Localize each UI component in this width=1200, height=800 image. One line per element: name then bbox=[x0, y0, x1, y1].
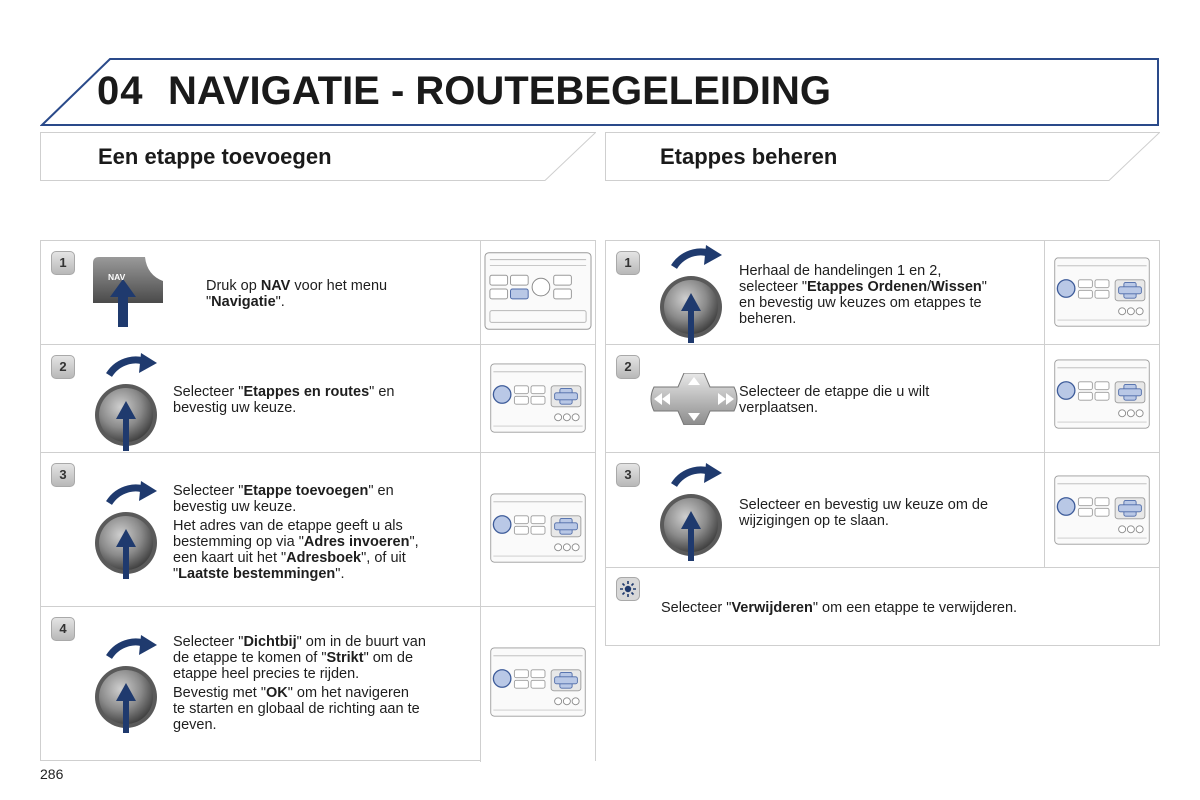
radio-front-knob-image bbox=[1048, 257, 1156, 327]
nav-button-icon bbox=[93, 257, 163, 329]
rotary-knob-push-icon bbox=[91, 481, 161, 581]
step-3-text: Selecteer "Etappe toevoegen" en bevestig uw keuze. Het adres van de etappe geeft u als bestemming op via "Adres invoeren", een kaart uit het "Adresboek", of uit "Laatste bestemmingen". bbox=[173, 483, 419, 582]
radio-panel-thumbnail bbox=[480, 607, 595, 762]
rotary-knob-push-icon bbox=[656, 463, 726, 563]
page-number: 286 bbox=[40, 766, 64, 782]
radio-panel-thumbnail bbox=[1044, 241, 1159, 344]
step-number-badge: 4 bbox=[51, 617, 75, 641]
radio-front-knob-image bbox=[1048, 359, 1156, 429]
right-step-3 bbox=[606, 452, 1159, 567]
step-number-badge: 1 bbox=[616, 251, 640, 275]
radio-front-knob-image bbox=[484, 363, 592, 433]
left-steps-panel bbox=[40, 240, 596, 761]
radio-front-knob-image bbox=[1048, 475, 1156, 545]
tip-row bbox=[606, 567, 1159, 647]
radio-panel-thumbnail bbox=[480, 345, 595, 452]
radio-panel-thumbnail bbox=[1044, 345, 1159, 452]
tip-text: Selecteer "Verwijderen" om een etappe te verwijderen. bbox=[661, 600, 1018, 616]
section-title-left: Een etappe toevoegen bbox=[98, 144, 332, 169]
step-1-text: Herhaal de handelingen 1 en 2, selecteer "Etappes Ordenen/Wissen" en bevestig uw keuzes om etappes te beheren. bbox=[739, 263, 987, 327]
directional-pad-icon bbox=[648, 373, 740, 425]
right-steps-panel bbox=[605, 240, 1160, 646]
radio-front-nav-image bbox=[484, 251, 592, 331]
step-number-badge: 3 bbox=[51, 463, 75, 487]
chapter-title: NAVIGATIE - ROUTEBEGELEIDING bbox=[168, 69, 831, 113]
step-number-badge: 2 bbox=[616, 355, 640, 379]
step-number-badge: 1 bbox=[51, 251, 75, 275]
left-step-2 bbox=[41, 344, 595, 452]
chapter-header bbox=[40, 57, 1160, 127]
left-step-4 bbox=[41, 606, 595, 762]
radio-panel-thumbnail bbox=[1044, 453, 1159, 567]
section-title-bar-left bbox=[40, 132, 596, 181]
step-2-text: Selecteer de etappe die u wilt verplaatsen. bbox=[739, 384, 930, 416]
step-number-badge: 3 bbox=[616, 463, 640, 487]
rotary-knob-push-icon bbox=[91, 353, 161, 453]
lightbulb-tip-icon bbox=[616, 577, 640, 601]
nav-button-label: NAV bbox=[108, 272, 126, 282]
step-1-text: Druk op NAV voor het menu "Navigatie". bbox=[206, 278, 388, 310]
right-step-2 bbox=[606, 344, 1159, 452]
rotary-knob-push-icon bbox=[656, 245, 726, 345]
radio-panel-thumbnail bbox=[480, 453, 595, 606]
radio-front-knob-image bbox=[484, 493, 592, 563]
radio-panel-thumbnail bbox=[480, 241, 595, 344]
section-title-right: Etappes beheren bbox=[660, 144, 838, 169]
rotary-knob-push-icon bbox=[91, 635, 161, 735]
left-step-3 bbox=[41, 452, 595, 606]
radio-front-knob-image bbox=[484, 647, 592, 717]
step-4-text: Selecteer "Dichtbij" om in de buurt van de etappe te komen of "Strikt" om de etappe heel precies te rijden. Bevestig met "OK" om het navigeren te starten en globaal de richting aan te geven. bbox=[173, 634, 426, 733]
step-2-text: Selecteer "Etappes en routes" en bevestig uw keuze. bbox=[173, 384, 395, 416]
chapter-number: 04 bbox=[97, 69, 144, 113]
step-3-text: Selecteer en bevestig uw keuze om de wijzigingen op te slaan. bbox=[739, 497, 989, 529]
section-title-bar-right bbox=[605, 132, 1160, 181]
right-step-1 bbox=[606, 241, 1159, 344]
step-number-badge: 2 bbox=[51, 355, 75, 379]
left-step-1 bbox=[41, 241, 595, 344]
